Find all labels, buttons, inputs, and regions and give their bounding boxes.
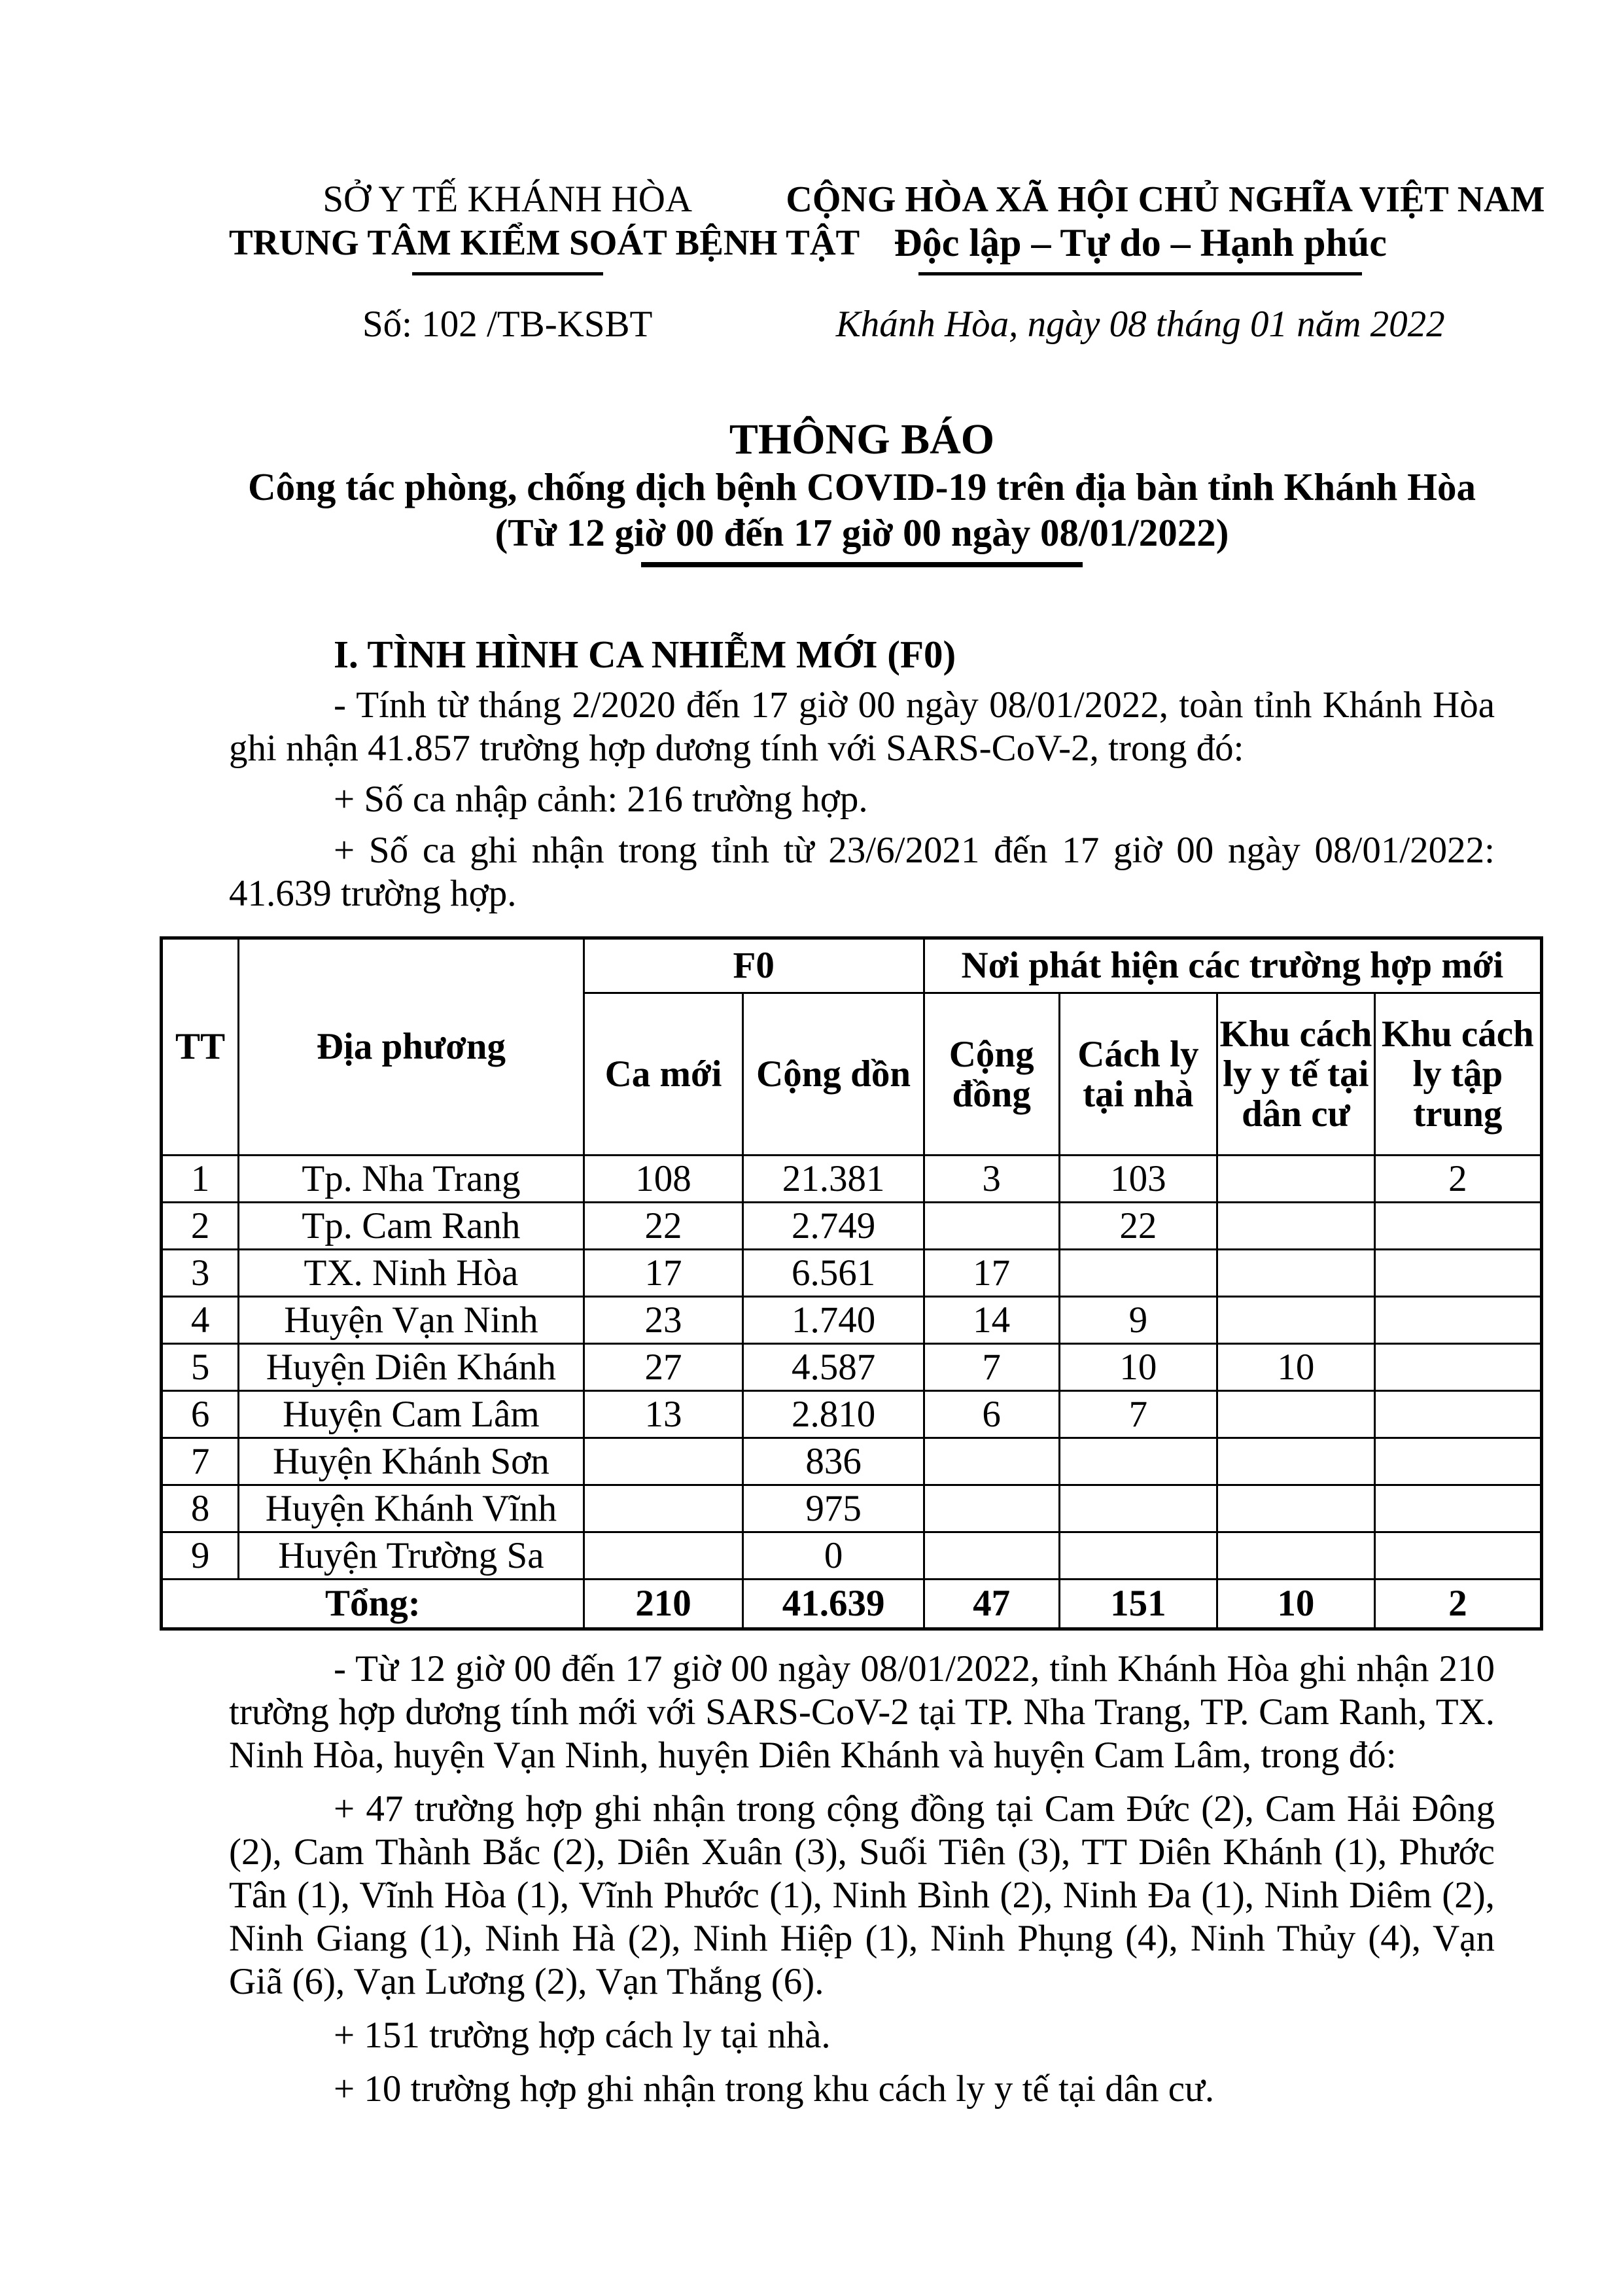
section-1-paragraph-2: + Số ca nhập cảnh: 216 trường hợp. xyxy=(334,779,868,820)
issuing-agency-block xyxy=(229,178,860,346)
table-row xyxy=(162,1250,1542,1297)
covid-case-table xyxy=(160,936,1543,1631)
column-header-centralized: Khu cách ly tập trung xyxy=(1374,993,1541,1156)
cell-place: Huyện Cam Lâm xyxy=(239,1391,584,1438)
cell-community xyxy=(924,1485,1059,1532)
cell-cumulative: 1.740 xyxy=(743,1297,924,1344)
cell-tt: 5 xyxy=(162,1344,239,1391)
table-row xyxy=(162,1391,1542,1438)
place-and-date: Khánh Hòa, ngày 08 tháng 01 năm 2022 xyxy=(835,304,1445,345)
column-header-home-quarantine: Cách ly tại nhà xyxy=(1059,993,1217,1156)
cell-medical xyxy=(1217,1203,1375,1250)
table-group-header-row xyxy=(162,938,1542,993)
cell-cumulative: 6.561 xyxy=(743,1250,924,1297)
cell-central xyxy=(1374,1297,1541,1344)
issuing-agency-name: TRUNG TÂM KIỂM SOÁT BỆNH TẬT xyxy=(229,222,860,262)
title-underline xyxy=(641,562,1083,567)
cell-place: Huyện Khánh Vĩnh xyxy=(239,1485,584,1532)
cell-home: 9 xyxy=(1059,1297,1217,1344)
cell-new: 108 xyxy=(584,1156,743,1203)
after-table-paragraph-2: + 47 trường hợp ghi nhận trong cộng đồng tại Cam Đức (2), Cam Hải Đông (2), Cam Thành Bắc (2), Diên Xuân (3), Suối Tiên (3), TT Diên Khánh (1), Phước Tân (1), Vĩnh Hòa (1), Vĩnh Phước (1), Ninh Bình (2), Ninh Đa (1), Ninh Diêm (2), Ninh Giang (1), Ninh Hà (2), Ninh Hiệp (1), Ninh Phụng (4), Ninh Thủy (4), Vạn Giã (6), Vạn Lương (2), Vạn Thắng (6). xyxy=(229,1788,1495,2002)
cell-home: 10 xyxy=(1059,1344,1217,1391)
cell-medical xyxy=(1217,1532,1375,1580)
cell-cumulative: 836 xyxy=(743,1438,924,1485)
group-header-detection: Nơi phát hiện các trường hợp mới xyxy=(924,938,1541,993)
cell-tt: 6 xyxy=(162,1391,239,1438)
cell-home xyxy=(1059,1250,1217,1297)
cell-place: Huyện Vạn Ninh xyxy=(239,1297,584,1344)
total-medical: 10 xyxy=(1217,1580,1375,1629)
cell-cumulative: 975 xyxy=(743,1485,924,1532)
total-cumulative: 41.639 xyxy=(743,1580,924,1629)
cell-central xyxy=(1374,1485,1541,1532)
total-home: 151 xyxy=(1059,1580,1217,1629)
cell-new: 13 xyxy=(584,1391,743,1438)
column-header-cumulative: Cộng dồn xyxy=(743,993,924,1156)
document-title: THÔNG BÁO xyxy=(729,415,995,463)
table-row xyxy=(162,1438,1542,1485)
document-subtitle: Công tác phòng, chống dịch bệnh COVID-19 trên địa bàn tỉnh Khánh Hòa xyxy=(248,465,1476,508)
cell-place: Huyện Khánh Sơn xyxy=(239,1438,584,1485)
cell-cumulative: 2.810 xyxy=(743,1391,924,1438)
cell-home: 22 xyxy=(1059,1203,1217,1250)
cell-new: 22 xyxy=(584,1203,743,1250)
total-community: 47 xyxy=(924,1580,1059,1629)
document-number: Số: 102 /TB-KSBT xyxy=(362,304,653,345)
cell-cumulative: 2.749 xyxy=(743,1203,924,1250)
cell-central xyxy=(1374,1250,1541,1297)
cell-home xyxy=(1059,1438,1217,1485)
column-header-community: Cộng đồng xyxy=(924,993,1059,1156)
table-row xyxy=(162,1297,1542,1344)
cell-community: 14 xyxy=(924,1297,1059,1344)
table-total-row xyxy=(162,1580,1542,1629)
cell-new: 17 xyxy=(584,1250,743,1297)
cell-home: 7 xyxy=(1059,1391,1217,1438)
cell-central xyxy=(1374,1344,1541,1391)
table-row xyxy=(162,1344,1542,1391)
cell-medical xyxy=(1217,1438,1375,1485)
cell-tt: 3 xyxy=(162,1250,239,1297)
total-new: 210 xyxy=(584,1580,743,1629)
cell-central: 2 xyxy=(1374,1156,1541,1203)
total-label: Tổng: xyxy=(162,1580,584,1629)
cell-place: TX. Ninh Hòa xyxy=(239,1250,584,1297)
cell-medical xyxy=(1217,1250,1375,1297)
cell-place: Huyện Trường Sa xyxy=(239,1532,584,1580)
section-1-paragraph-1: - Tính từ tháng 2/2020 đến 17 giờ 00 ngày 08/01/2022, toàn tỉnh Khánh Hòa ghi nhận 41.857 trường hợp dương tính với SARS-CoV-2, trong đó: xyxy=(229,684,1495,769)
cell-home xyxy=(1059,1532,1217,1580)
parent-agency-name: SỞ Y TẾ KHÁNH HÒA xyxy=(323,179,693,220)
column-header-tt: TT xyxy=(162,938,239,1156)
cell-new xyxy=(584,1532,743,1580)
cell-tt: 8 xyxy=(162,1485,239,1532)
cell-central xyxy=(1374,1203,1541,1250)
cell-community: 3 xyxy=(924,1156,1059,1203)
national-motto: Độc lập – Tự do – Hạnh phúc xyxy=(894,221,1387,264)
cell-new: 27 xyxy=(584,1344,743,1391)
motto-underline xyxy=(918,272,1362,275)
group-header-f0: F0 xyxy=(584,938,924,993)
cell-place: Huyện Diên Khánh xyxy=(239,1344,584,1391)
section-1-paragraph-3: + Số ca ghi nhận trong tỉnh từ 23/6/2021 đến 17 giờ 00 ngày 08/01/2022: 41.639 trường hợp. xyxy=(229,830,1495,914)
cell-medical: 10 xyxy=(1217,1344,1375,1391)
after-table-paragraph-1: - Từ 12 giờ 00 đến 17 giờ 00 ngày 08/01/2022, tỉnh Khánh Hòa ghi nhận 210 trường hợp dương tính mới với SARS-CoV-2 tại TP. Nha Trang, TP. Cam Ranh, TX. Ninh Hòa, huyện Vạn Ninh, huyện Diên Khánh và huyện Cam Lâm, trong đó: xyxy=(229,1648,1495,1776)
cell-community xyxy=(924,1438,1059,1485)
cell-community: 6 xyxy=(924,1391,1059,1438)
table-row xyxy=(162,1532,1542,1580)
section-1-heading: I. TÌNH HÌNH CA NHIỄM MỚI (F0) xyxy=(334,633,956,676)
cell-tt: 9 xyxy=(162,1532,239,1580)
cell-home xyxy=(1059,1485,1217,1532)
document-date-range: (Từ 12 giờ 00 đến 17 giờ 00 ngày 08/01/2022) xyxy=(495,511,1229,554)
cell-new: 23 xyxy=(584,1297,743,1344)
cell-medical xyxy=(1217,1391,1375,1438)
table-row xyxy=(162,1156,1542,1203)
document-title-block xyxy=(229,415,1495,567)
document-header xyxy=(229,178,1545,346)
cell-place: Tp. Nha Trang xyxy=(239,1156,584,1203)
cell-community xyxy=(924,1532,1059,1580)
cell-medical xyxy=(1217,1156,1375,1203)
table-row xyxy=(162,1203,1542,1250)
column-header-place: Địa phương xyxy=(239,938,584,1156)
cell-community: 7 xyxy=(924,1344,1059,1391)
cell-community xyxy=(924,1203,1059,1250)
cell-community: 17 xyxy=(924,1250,1059,1297)
cell-new xyxy=(584,1485,743,1532)
cell-place: Tp. Cam Ranh xyxy=(239,1203,584,1250)
national-motto-block xyxy=(786,178,1545,346)
national-title: CỘNG HÒA XÃ HỘI CHỦ NGHĨA VIỆT NAM xyxy=(786,179,1545,220)
cell-tt: 2 xyxy=(162,1203,239,1250)
cell-tt: 4 xyxy=(162,1297,239,1344)
cell-central xyxy=(1374,1438,1541,1485)
cell-home: 103 xyxy=(1059,1156,1217,1203)
table-row xyxy=(162,1485,1542,1532)
cell-medical xyxy=(1217,1485,1375,1532)
after-table-paragraph-4: + 10 trường hợp ghi nhận trong khu cách ly y tế tại dân cư. xyxy=(334,2068,1215,2110)
column-header-medical-zone: Khu cách ly y tế tại dân cư xyxy=(1217,993,1375,1156)
cell-cumulative: 0 xyxy=(743,1532,924,1580)
cell-cumulative: 4.587 xyxy=(743,1344,924,1391)
cell-central xyxy=(1374,1532,1541,1580)
cell-central xyxy=(1374,1391,1541,1438)
after-table-paragraph-3: + 151 trường hợp cách ly tại nhà. xyxy=(334,2015,831,2056)
cell-tt: 7 xyxy=(162,1438,239,1485)
total-central: 2 xyxy=(1374,1580,1541,1629)
cell-medical xyxy=(1217,1297,1375,1344)
cell-cumulative: 21.381 xyxy=(743,1156,924,1203)
agency-underline xyxy=(412,272,603,275)
column-header-new-cases: Ca mới xyxy=(584,993,743,1156)
cell-new xyxy=(584,1438,743,1485)
cell-tt: 1 xyxy=(162,1156,239,1203)
